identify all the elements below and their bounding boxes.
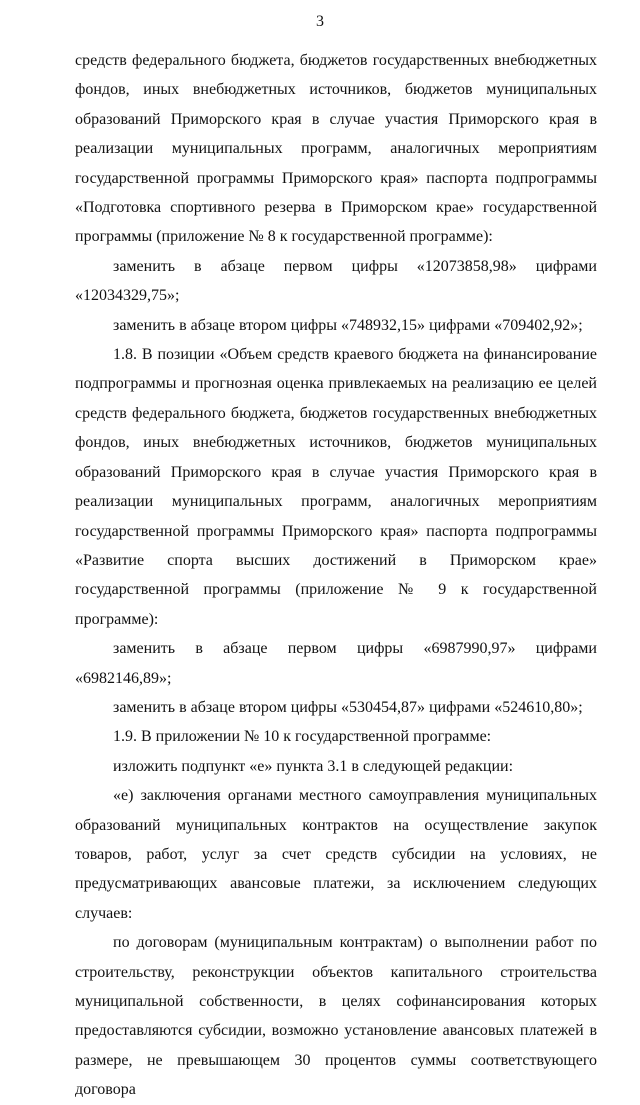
paragraph-subprogram-8-continuation: средств федерального бюджета, бюджетов государственных внебюджетных фондов, иных внебюджетных источников, бюджетов муниципальных образований Приморского края в случае участия Приморского края в реализации муниципальных программ, аналогичных мероприятиям государственной программы Приморского края» паспорта подпрограммы «Подготовка спортивного резерва в Приморском крае» государственной программы (приложение № 8 к государственной программе): — [75, 52, 597, 246]
paragraph-construction-contracts: по договорам (муниципальным контрактам) о выполнении работ по строительству, реконструкции объектов капитального строительства муниципальной собственности, в целях софинансирования которых предоставляются субсидии, возможно установление авансовых платежей в размере, не превышающем 30 процентов суммы соответствующего договора — [75, 934, 597, 1099]
paragraph-replace-second-8: заменить в абзаце втором цифры «748932,15» цифрами «709402,92»; — [113, 316, 583, 334]
paragraph-subitem-e-text: «е) заключения органами местного самоуправления муниципальных образований муниципальных контрактов на осуществление закупок товаров, работ, услуг за счет средств субсидии на условиях, не предусматривающих авансовые платежи, за исключением следующих случаев: — [75, 787, 597, 922]
paragraph-subitem-e-intro: изложить подпункт «е» пункта 3.1 в следующей редакции: — [113, 757, 514, 775]
paragraph-item-1-8: 1.8. В позиции «Объем средств краевого бюджета на финансирование подпрограммы и прогнозная оценка привлекаемых на реализацию ее целей средств федерального бюджета, бюджетов государственных внебюджетных фондов, иных внебюджетных источников, бюджетов муниципальных образований Приморского края в случае участия Приморского края в реализации муниципальных программ, аналогичных мероприятиям государственной программы Приморского края» паспорта подпрограммы «Развитие спорта высших достижений в Приморском крае» государственной программы (приложение № 9 к государственной программе): — [75, 346, 597, 628]
paragraph-item-1-9: 1.9. В приложении № 10 к государственной программе: — [113, 728, 492, 746]
page-number: 3 — [316, 13, 324, 30]
paragraph-replace-first-9: заменить в абзаце первом цифры «6987990,97» цифрами «6982146,89»; — [75, 640, 597, 687]
document-body — [75, 46, 597, 1105]
paragraph-replace-second-9: заменить в абзаце втором цифры «530454,87» цифрами «524610,80»; — [113, 698, 583, 716]
paragraph-replace-first-8: заменить в абзаце первом цифры «12073858,98» цифрами «12034329,75»; — [75, 257, 597, 305]
